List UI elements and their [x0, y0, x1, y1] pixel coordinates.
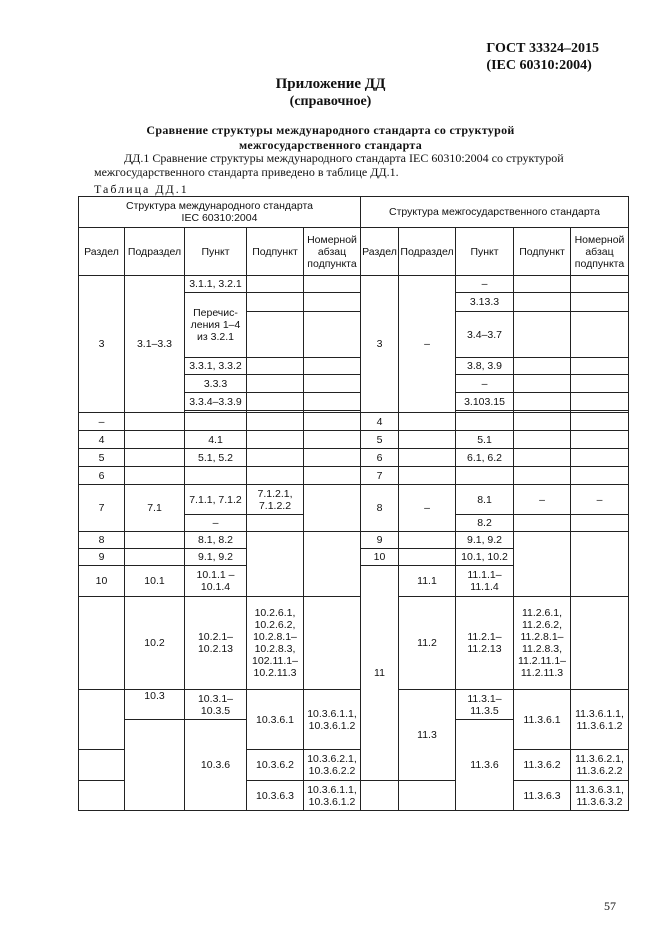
table-cell: 5	[79, 449, 125, 467]
table-cell	[514, 293, 571, 312]
page-number: 57	[604, 899, 616, 913]
table-cell	[361, 781, 399, 811]
intro-line1: ДД.1 Сравнение структуры международного стандарта IEC 60310:2004 со структурой	[124, 151, 564, 165]
table-cell: 3	[79, 276, 125, 413]
table-cell: 10.2.6.1, 10.2.6.2, 10.2.8.1– 10.2.8.3, 102.11.1– 10.2.11.3	[247, 597, 304, 690]
table-cell: 5	[361, 431, 399, 449]
table-cell	[514, 467, 571, 485]
table-cell	[247, 293, 304, 312]
table-cell	[304, 312, 361, 358]
table-cell	[304, 449, 361, 467]
table-cell	[247, 276, 304, 293]
table-cell	[571, 431, 629, 449]
table-cell	[79, 690, 125, 750]
table-cell: 4	[361, 413, 399, 431]
table-cell: 8	[361, 485, 399, 532]
table-cell: 6	[79, 467, 125, 485]
group-header-interstate: Структура межгосударственного стандарта	[361, 197, 629, 228]
table-cell	[247, 393, 304, 411]
table-cell: 10.3.6	[185, 720, 247, 811]
table-cell: 11.3.6.2.1, 11.3.6.2.2	[571, 750, 629, 781]
table-cell: 11.2.6.1, 11.2.6.2, 11.2.8.1– 11.2.8.3, 11.2.11.1– 11.2.11.3	[514, 597, 571, 690]
table-cell	[399, 781, 456, 811]
col-header-punkt: Пункт	[185, 228, 247, 276]
table-cell	[514, 312, 571, 358]
table-cell	[514, 532, 571, 597]
col-header-razdel-m: Раздел	[361, 228, 399, 276]
table-cell	[571, 276, 629, 293]
table-cell: 7	[361, 467, 399, 485]
table-cell: 7.1.1, 7.1.2	[185, 485, 247, 515]
table-cell: 5.1, 5.2	[185, 449, 247, 467]
table-cell: 3.3.1, 3.3.2	[185, 358, 247, 375]
table-cell: 10.3	[125, 690, 185, 720]
table-cell	[514, 393, 571, 411]
table-cell: 7	[79, 485, 125, 532]
table-cell	[125, 449, 185, 467]
table-cell: –	[514, 485, 571, 515]
table-caption: Таблица ДД.1	[94, 182, 189, 196]
table-cell	[304, 532, 361, 597]
table-cell: 11.3.6.1	[514, 690, 571, 750]
table-cell: 3.103.15	[456, 393, 514, 411]
col-header-podrazdel: Подраздел	[125, 228, 185, 276]
table-cell: 8.1, 8.2	[185, 532, 247, 549]
table-cell	[247, 431, 304, 449]
table-cell: 11.3.6.1.1, 11.3.6.1.2	[571, 690, 629, 750]
table-cell: 11.2	[399, 597, 456, 690]
appendix-subtitle: (справочное)	[289, 94, 372, 109]
table-cell	[247, 375, 304, 393]
table-cell: 4.1	[185, 431, 247, 449]
table-cell	[247, 413, 304, 431]
table-cell	[247, 449, 304, 467]
table-cell: 10.3.6.2	[247, 750, 304, 781]
table-cell: 3.3.3	[185, 375, 247, 393]
table-cell	[399, 449, 456, 467]
group-left-line1: Структура международного стандарта	[126, 200, 313, 212]
table-cell	[125, 532, 185, 549]
table-cell: –	[571, 485, 629, 515]
table-cell	[571, 515, 629, 532]
table-cell	[571, 449, 629, 467]
table-cell	[185, 467, 247, 485]
table-cell	[125, 413, 185, 431]
table-cell	[571, 375, 629, 393]
intro-line2: межгосударственного стандарта приведено в таблице ДД.1.	[94, 165, 399, 179]
table-cell: 9.1, 9.2	[185, 549, 247, 566]
table-cell	[304, 393, 361, 411]
table-cell: 11.2.1– 11.2.13	[456, 597, 514, 690]
iec-reference: (IEC 60310:2004)	[486, 58, 592, 73]
table-cell: 11.1	[399, 566, 456, 597]
table-cell	[79, 597, 125, 690]
table-cell	[247, 358, 304, 375]
table-cell: 5.1	[456, 431, 514, 449]
table-cell	[514, 515, 571, 532]
table-cell	[514, 431, 571, 449]
table-cell: 11.1.1– 11.1.4	[456, 566, 514, 597]
table-cell	[514, 358, 571, 375]
table-cell	[304, 467, 361, 485]
table-cell	[247, 312, 304, 358]
table-cell: 8.1	[456, 485, 514, 515]
table-cell: 11.3.6.3.1, 11.3.6.3.2	[571, 781, 629, 811]
table-cell: 10.2.1– 10.2.13	[185, 597, 247, 690]
table-cell: 10.2	[125, 597, 185, 690]
table-cell: 7.1.2.1, 7.1.2.2	[247, 485, 304, 515]
table-cell	[125, 549, 185, 566]
table-cell	[456, 467, 514, 485]
table-cell	[399, 413, 456, 431]
table-cell	[456, 413, 514, 431]
table-cell: 10.1	[125, 566, 185, 597]
col-header-abzac: Номерной абзац подпункта	[304, 228, 361, 276]
section-title	[0, 123, 661, 153]
table-cell	[304, 431, 361, 449]
table-cell	[514, 413, 571, 431]
table-cell: 10.1, 10.2	[456, 549, 514, 566]
table-cell	[304, 597, 361, 690]
table-cell: 10.3.6.1	[247, 690, 304, 750]
table-cell	[304, 293, 361, 312]
table-cell	[514, 276, 571, 293]
table-cell	[79, 750, 125, 781]
table-cell: 3	[361, 276, 399, 413]
table-cell	[304, 485, 361, 532]
table-cell	[304, 358, 361, 375]
table-cell: 3.1.1, 3.2.1	[185, 276, 247, 293]
col-header-abzac-m: Номерной абзац подпункта	[571, 228, 629, 276]
table-cell: 3.1–3.3	[125, 276, 185, 413]
table-cell: –	[185, 515, 247, 532]
table-cell: 9	[79, 549, 125, 566]
table-cell	[304, 375, 361, 393]
table-cell: 10	[79, 566, 125, 597]
group-left-line2: IEC 60310:2004	[181, 212, 258, 224]
table-cell	[399, 467, 456, 485]
table-cell	[304, 413, 361, 431]
table-cell	[247, 467, 304, 485]
table-cell: 3.3.4–3.3.9	[185, 393, 247, 411]
table-cell: 10.3.6.3	[247, 781, 304, 811]
col-header-podpunkt-m: Подпункт	[514, 228, 571, 276]
comparison-table	[78, 196, 629, 811]
standard-number: ГОСТ 33324–2015	[486, 41, 599, 56]
table-cell: 3.8, 3.9	[456, 358, 514, 375]
table-cell	[125, 431, 185, 449]
table-cell	[125, 720, 185, 811]
table-cell: 11.3.6.3	[514, 781, 571, 811]
table-cell	[125, 467, 185, 485]
table-cell: 10.3.6.1.1, 10.3.6.1.2	[304, 781, 361, 811]
table-cell: 10.3.6.1.1, 10.3.6.1.2	[304, 690, 361, 750]
table-cell: 8	[79, 532, 125, 549]
table-cell: –	[456, 276, 514, 293]
col-header-podpunkt: Подпункт	[247, 228, 304, 276]
table-cell	[514, 449, 571, 467]
table-cell: 11.3.6.2	[514, 750, 571, 781]
group-header-international	[79, 197, 361, 228]
table-cell: 4	[79, 431, 125, 449]
table-cell	[399, 549, 456, 566]
table-cell: 9	[361, 532, 399, 549]
table-cell: 11.3.6	[456, 720, 514, 811]
table-cell	[514, 375, 571, 393]
table-cell: 10.3.6.2.1, 10.3.6.2.2	[304, 750, 361, 781]
table-cell	[571, 312, 629, 358]
appendix-title: Приложение ДД	[275, 76, 386, 92]
col-header-razdel: Раздел	[79, 228, 125, 276]
table-cell: 3.13.3	[456, 293, 514, 312]
table-cell: –	[79, 413, 125, 431]
table-cell	[571, 293, 629, 312]
table-cell	[571, 597, 629, 690]
table-cell	[571, 358, 629, 375]
table-cell	[571, 532, 629, 597]
table-cell: 11.3.1– 11.3.5	[456, 690, 514, 720]
header-block	[486, 40, 599, 74]
table-cell: 6	[361, 449, 399, 467]
table-cell: –	[456, 375, 514, 393]
table-cell: 8.2	[456, 515, 514, 532]
table-cell	[247, 532, 304, 597]
col-header-punkt-m: Пункт	[456, 228, 514, 276]
table-cell	[185, 413, 247, 431]
table-cell	[571, 393, 629, 411]
table-cell: 9.1, 9.2	[456, 532, 514, 549]
table-cell: 7.1	[125, 485, 185, 532]
table-cell: 6.1, 6.2	[456, 449, 514, 467]
table-cell	[399, 532, 456, 549]
table-cell: 3.4–3.7	[456, 312, 514, 358]
section-title-line1: Сравнение структуры международного стандарта со структурой	[146, 123, 515, 137]
table-cell: –	[399, 485, 456, 532]
table-cell: 10.3.1– 10.3.5	[185, 690, 247, 720]
section-title-line2: межгосударственного стандарта	[238, 138, 423, 152]
table-cell	[304, 276, 361, 293]
table-cell: –	[399, 276, 456, 413]
col-header-podrazdel-m: Подраздел	[399, 228, 456, 276]
table-cell	[571, 467, 629, 485]
table-cell: 10.1.1 – 10.1.4	[185, 566, 247, 597]
table-cell: 11.3	[399, 690, 456, 781]
table-cell	[247, 515, 304, 532]
table-cell: Перечис-ления 1–4 из 3.2.1	[185, 293, 247, 358]
table-cell	[79, 781, 125, 811]
table-cell: 10	[361, 549, 399, 566]
table-cell: 11	[361, 566, 399, 781]
intro-paragraph	[94, 151, 614, 179]
table-cell	[399, 431, 456, 449]
table-cell	[571, 413, 629, 431]
